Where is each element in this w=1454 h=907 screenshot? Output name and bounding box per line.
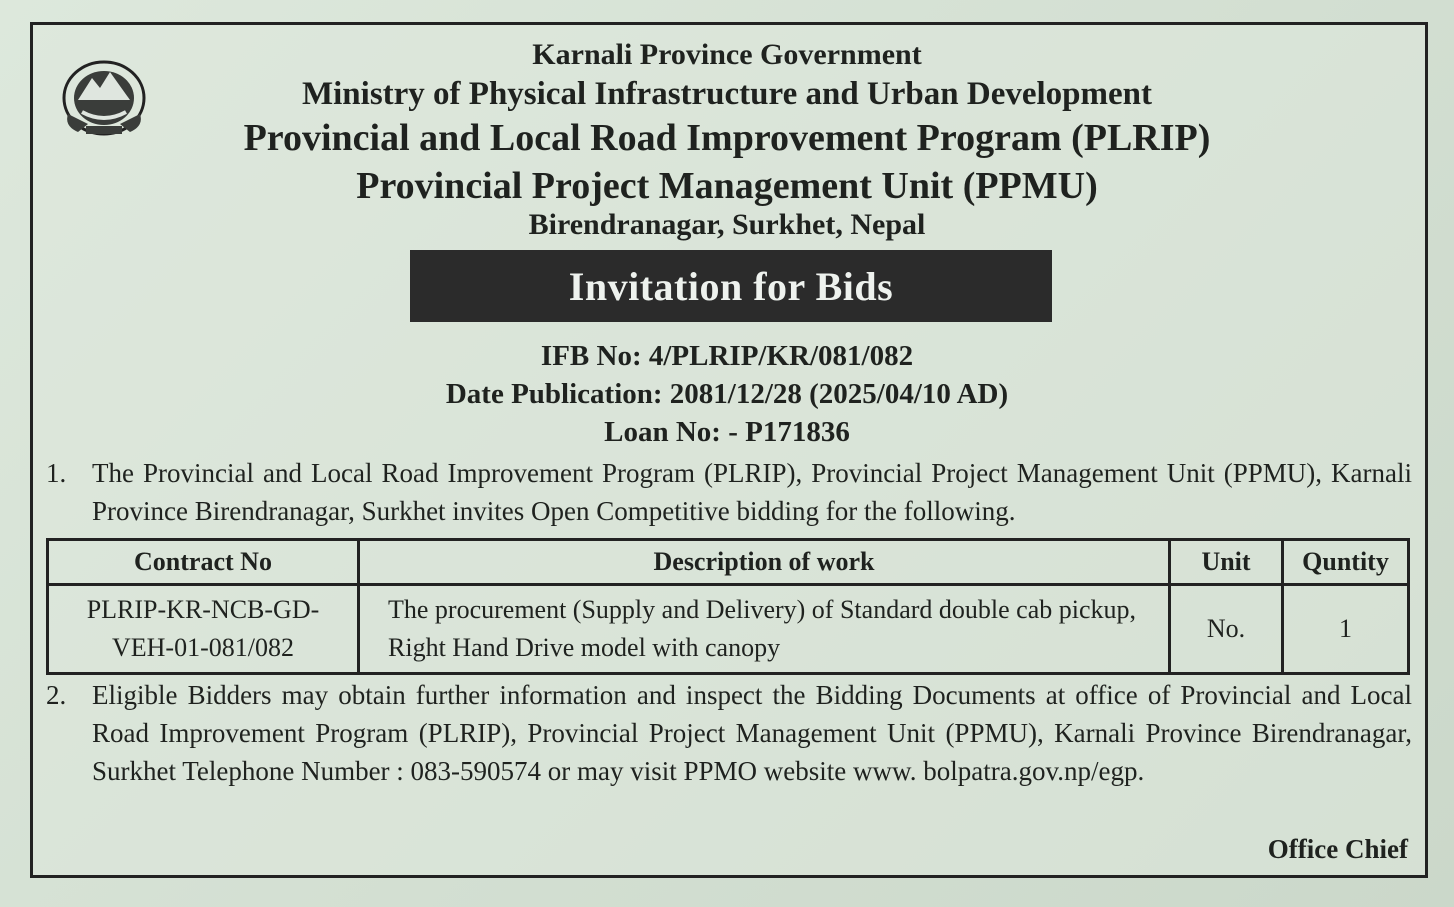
paragraph-2-number: 2.: [46, 680, 67, 710]
paragraph-2-text: Eligible Bidders may obtain further information and inspect the Bidding Documents at office of Provincial and Local Road Improvement Program (PLRIP), Provincial Project Management Unit (PPMU), Karnali Province Birendranagar, Surkhet Telephone Number : 083-590574 or may visit PPMO website www. bolpatra.gov.np/egp.: [92, 680, 1412, 786]
table-header-row: [48, 540, 1409, 585]
paragraph-1: [46, 454, 1412, 530]
header-quantity: Quntity: [1283, 540, 1409, 585]
ifb-number: IFB No: 4/PLRIP/KR/081/082: [540, 340, 914, 372]
office-location: Birendranagar, Surkhet, Nepal: [528, 208, 926, 241]
paragraph-1-text: The Provincial and Local Road Improvement Program (PLRIP), Provincial Project Management Unit (PPMU), Karnali Province Birendranagar, Surkhet invites Open Competitive bidding for the following.: [92, 458, 1412, 526]
publication-date: Date Publication: 2081/12/28 (2025/04/10 AD): [445, 378, 1009, 410]
signature-title: Office Chief: [1267, 834, 1408, 864]
government-name: Karnali Province Government: [532, 38, 922, 71]
program-name: Provincial and Local Road Improvement Program (PLRIP): [243, 117, 1211, 159]
notice-title-banner: [410, 250, 1052, 322]
cell-quantity: 1: [1283, 585, 1409, 674]
header-unit: Unit: [1170, 540, 1283, 585]
table-row: [48, 585, 1409, 674]
unit-name: Provincial Project Management Unit (PPMU): [356, 165, 1098, 207]
notice-title: Invitation for Bids: [568, 263, 894, 309]
header-description: Description of work: [359, 540, 1170, 585]
ministry-name: Ministry of Physical Infrastructure and Urban Development: [301, 76, 1152, 112]
paragraph-2: [46, 676, 1412, 790]
cell-unit: No.: [1170, 585, 1283, 674]
contracts-table: [46, 538, 1410, 675]
header-contract-no: Contract No: [48, 540, 359, 585]
cell-contract-no: PLRIP-KR-NCB-GD-VEH-01-081/082: [48, 585, 359, 674]
loan-number: Loan No: - P171836: [604, 416, 850, 448]
cell-description: The procurement (Supply and Delivery) of Standard double cab pickup, Right Hand Drive model with canopy: [359, 585, 1170, 674]
paragraph-1-number: 1.: [46, 458, 67, 488]
